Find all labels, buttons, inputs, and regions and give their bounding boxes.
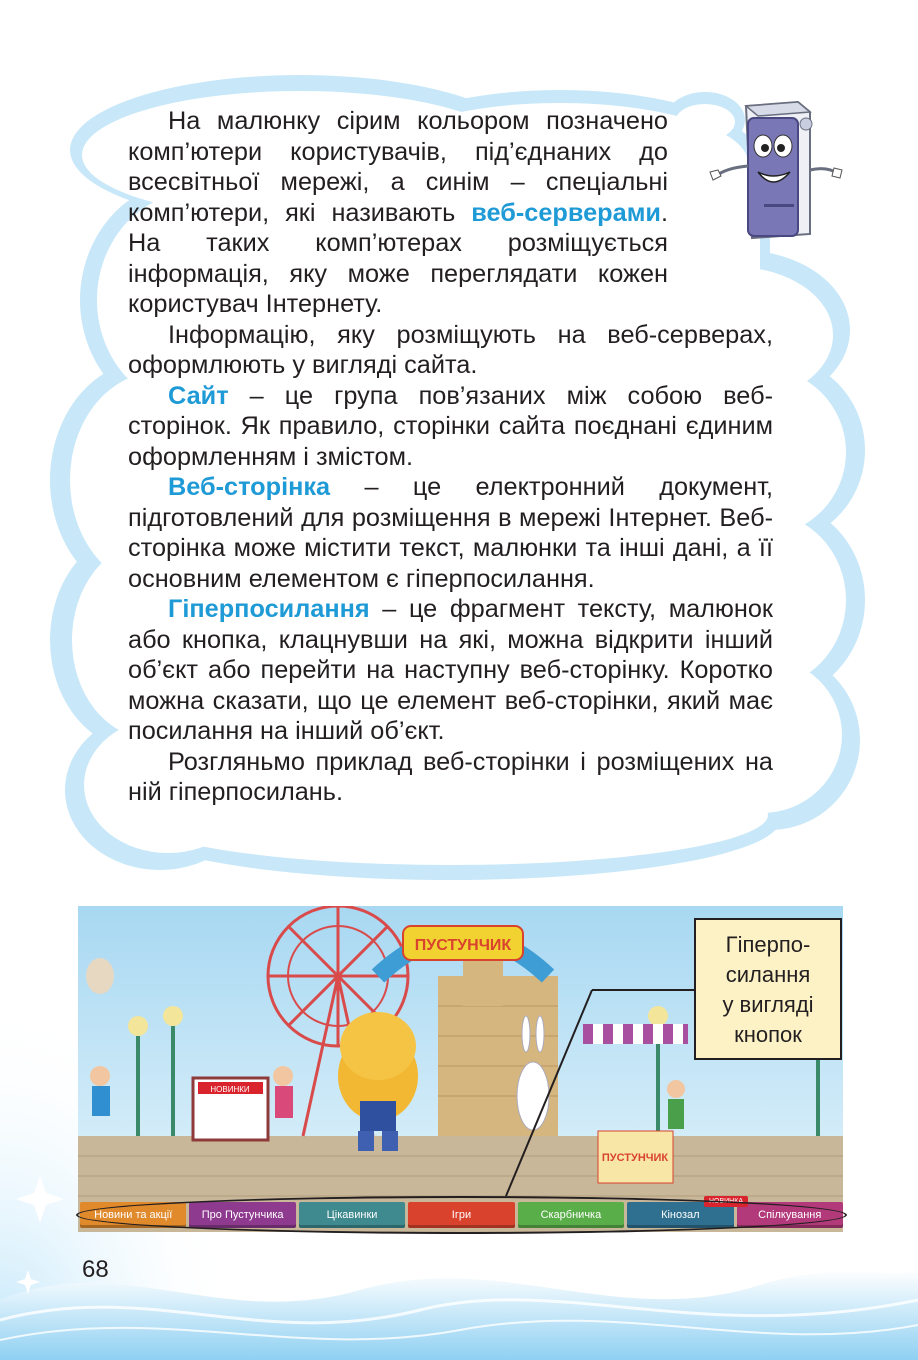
nav-button-cinema[interactable]: Кінозал [627, 1202, 733, 1228]
paragraph-text: – це електронний документ, підготовлений для розміщення в мережі Інтернет. Веб-сторінка може містити текст, малюнки та інші дані, а її основним елементом є гіперпосилання. [128, 473, 773, 593]
callout-line: силання [725, 962, 811, 987]
page-number: 68 [82, 1256, 109, 1283]
nav-button-news[interactable]: Новини та акції [80, 1202, 186, 1228]
paragraph-text: – це фрагмент тексту, малюнок або кнопка, клацнувши на які, можна відкрити інший об’єкт або перейти на наступну веб-сторінку. Коротко можна сказати, що це елемент веб-сторінки, який має посилання на інший об’єкт. [128, 595, 773, 745]
term-site: Сайт [168, 381, 229, 410]
paragraph-example: Розгляньмо приклад веб-сторінки і розміщених на ній гіперпосилань. [128, 747, 773, 806]
term-web-servers: веб-серверами [471, 198, 661, 227]
paragraph-web-page [128, 472, 773, 594]
nav-button-treasury[interactable]: Скарбничка [518, 1202, 624, 1228]
callout-line: кнопок [734, 1022, 802, 1047]
paragraph-hyperlink [128, 594, 773, 747]
term-web-page: Веб-сторінка [168, 473, 331, 501]
callout-line: у вигляді [722, 992, 814, 1017]
nav-button-about[interactable]: Про Пустунчика [189, 1202, 295, 1228]
news-board-text: НОВИНКИ [210, 1085, 250, 1094]
new-badge: НОВИНКА [704, 1196, 748, 1207]
stall-text: ПУСТУНЧИК [601, 1152, 669, 1164]
paragraph-site [128, 381, 773, 473]
hyperlink-buttons-callout [694, 918, 842, 1060]
nav-button-chat[interactable]: Спілкування [737, 1202, 843, 1228]
paragraph-text: На малюнку сірим кольором позначено комп’ютери користувачів, під’єднаних до всесвітньої мережі, а синім – спеціальні комп’ютери, які називають [128, 107, 668, 227]
main-text [128, 106, 773, 808]
nav-highlight-oval [76, 1196, 847, 1234]
nav-button-interesting[interactable]: Цікавинки [299, 1202, 405, 1228]
paragraph-text: – це група пов’язаних між собою веб-сторінок. Як правило, сторінки сайта поєднані єдиним оформленням і змістом. [128, 381, 773, 471]
callout-line: Гіперпо- [725, 932, 811, 957]
park-sign-text: ПУСТУНЧИК [414, 937, 512, 954]
paragraph-web-servers [128, 106, 668, 320]
term-hyperlink: Гіперпосилання [168, 595, 370, 623]
paragraph-site-info: Інформацію, яку розміщують на веб-серверах, оформлюють у вигляді сайта. [128, 320, 773, 379]
paragraph-text: . На таких комп’ютерах розміщується інформація, яку може переглядати кожен користувач Інтернету. [128, 198, 668, 318]
nav-button-games[interactable]: Ігри [408, 1202, 514, 1228]
